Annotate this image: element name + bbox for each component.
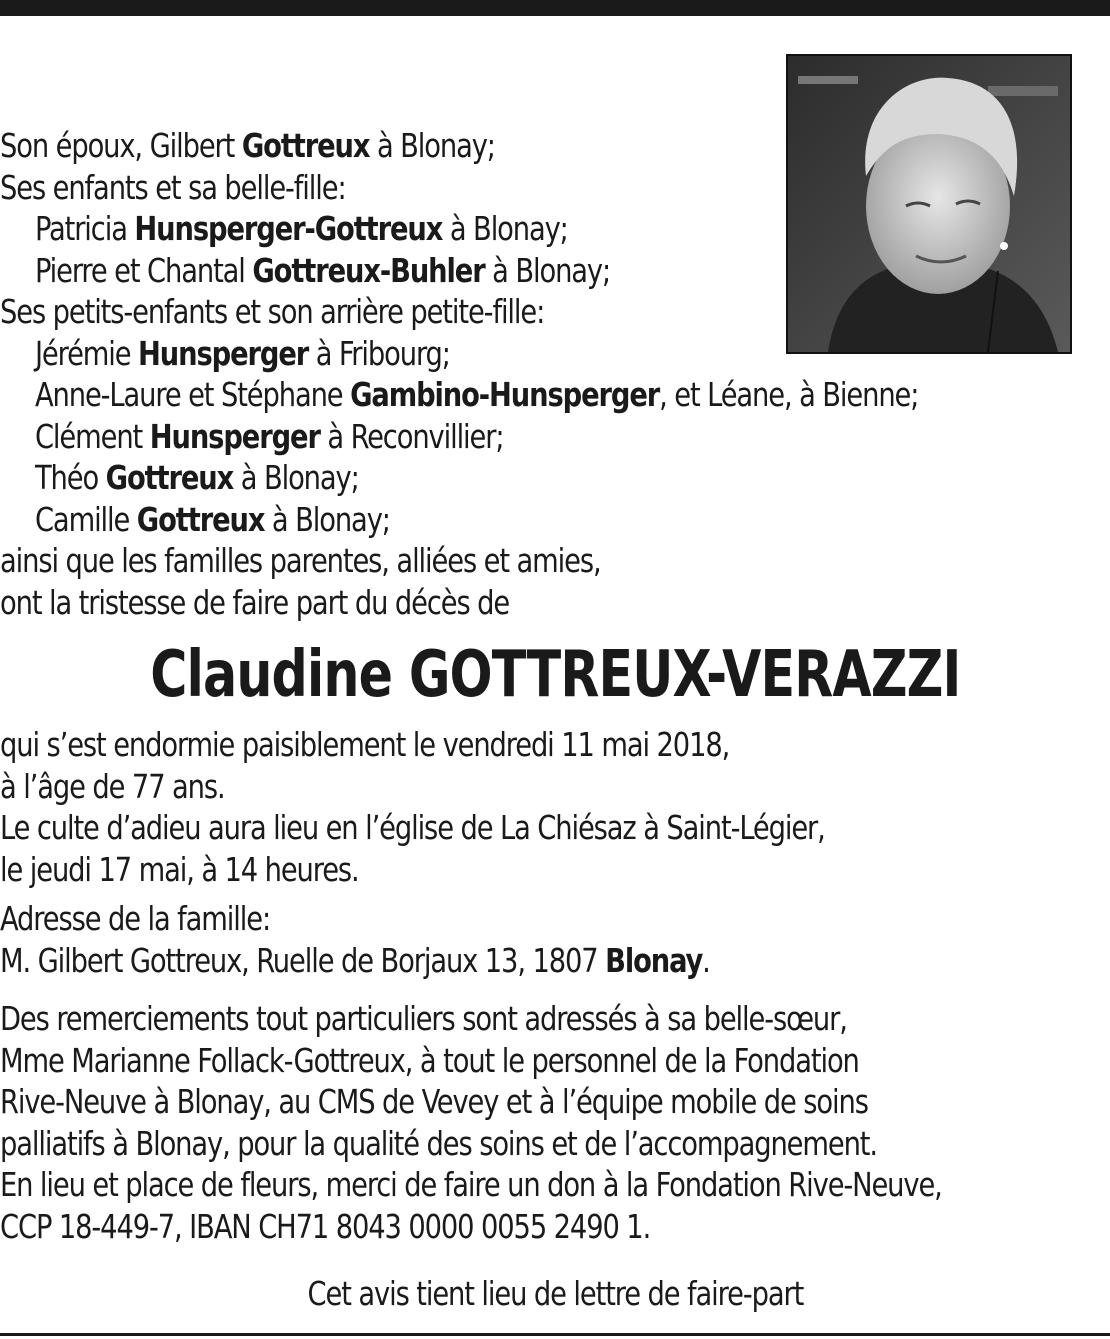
detail-line: Le culte d’adieu aura lieu en l’église de La Chiésaz à Saint-Légier,	[0, 808, 825, 847]
top-rule	[0, 0, 1110, 16]
grandchild-line: Clément Hunsperger à Reconvillier;	[34, 416, 504, 456]
relatives-line: ainsi que les familles parentes, alliées et amies,	[0, 541, 601, 580]
grandchild-line: Jérémie Hunsperger à Fribourg;	[34, 333, 450, 373]
child-line: Patricia Hunsperger-Gottreux à Blonay;	[34, 209, 568, 248]
thanks-line: Mme Marianne Follack-Gottreux, à tout le personnel de la Fondation	[0, 1040, 859, 1080]
spouse-line: Son époux, Gilbert Gottreux à Blonay;	[0, 126, 495, 165]
thanks-line: Des remerciements tout particuliers sont adressés à sa belle-sœur,	[0, 999, 847, 1038]
deceased-name: Claudine GOTTREUX-VERAZZI	[149, 638, 961, 712]
grandchildren-heading: Ses petits-enfants et son arrière petite-fille:	[0, 292, 545, 331]
details-block	[0, 724, 825, 890]
address-heading: Adresse de la famille:	[0, 899, 271, 938]
grandchild-line: Théo Gottreux à Blonay;	[34, 458, 359, 497]
detail-line: à l’âge de 77 ans.	[0, 766, 225, 806]
family-block	[0, 125, 918, 623]
grandchild-line: Anne-Laure et Stéphane Gambino-Hunsperger, et Léane, à Bienne;	[34, 375, 919, 414]
bottom-rule	[0, 1333, 1110, 1336]
address-block	[0, 898, 710, 981]
grandchild-line: Camille Gottreux à Blonay;	[34, 499, 390, 539]
thanks-line: Rive-Neuve à Blonay, au CMS de Vevey et à l’équipe mobile de soins	[0, 1082, 868, 1121]
thanks-line: palliatifs à Blonay, pour la qualité des soins et de l’accompagnement.	[0, 1123, 877, 1163]
thanks-line: CCP 18-449-7, IBAN CH71 8043 0000 0055 2490 1.	[0, 1206, 651, 1246]
announcement-line: ont la tristesse de faire part du décès de	[0, 582, 510, 622]
children-heading: Ses enfants et sa belle-fille:	[0, 167, 346, 207]
thanks-block	[0, 998, 942, 1247]
address-line: M. Gilbert Gottreux, Ruelle de Borjaux 13, 1807 Blonay.	[0, 940, 710, 980]
child-line: Pierre et Chantal Gottreux-Buhler à Blonay;	[34, 250, 611, 290]
footer-note: Cet avis tient lieu de lettre de faire-part	[307, 1274, 803, 1313]
detail-line: qui s’est endormie paisiblement le vendredi 11 mai 2018,	[0, 725, 730, 764]
detail-line: le jeudi 17 mai, à 14 heures.	[0, 849, 359, 889]
thanks-line: En lieu et place de fleurs, merci de faire un don à la Fondation Rive-Neuve,	[0, 1165, 942, 1204]
